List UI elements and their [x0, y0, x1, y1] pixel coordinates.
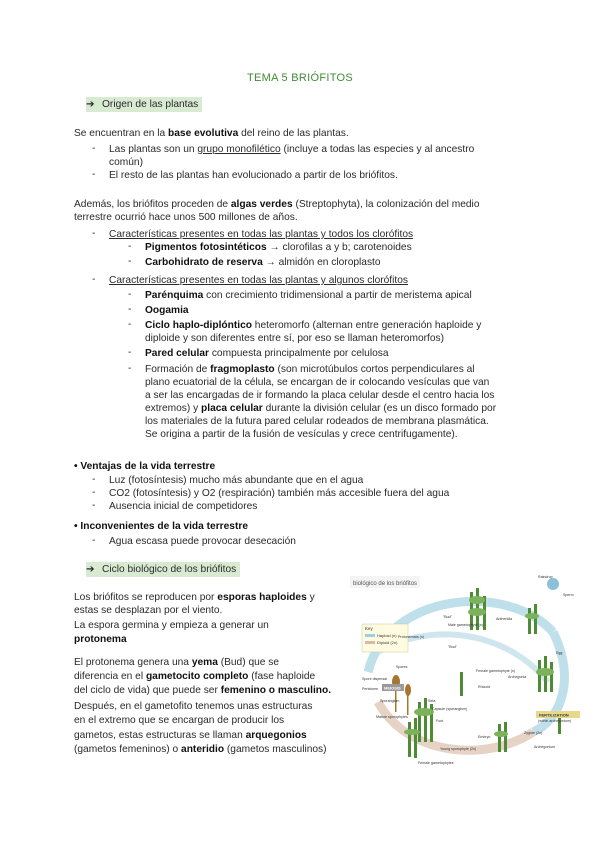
diploid-label: Diploid (2n): [377, 640, 398, 645]
fertilization-label: FERTILIZATION: [539, 712, 569, 718]
list-item: Carbohidrato de reserva → almidón en cloroplasto: [145, 257, 381, 268]
label-spores: Spores: [396, 665, 408, 669]
label-seta: Seta: [428, 699, 436, 703]
dash-bullet: -: [92, 169, 96, 180]
heading-inconvenientes: • Inconvenientes de la vida terrestre: [74, 521, 248, 532]
diagram-title: biológico de los briófitos: [353, 581, 418, 587]
list-item: Pigmentos fotosintéticos → clorofilas a y b; carotenoides: [145, 242, 412, 253]
dash-bullet: -: [92, 535, 96, 546]
list-item-cont: extremos) y placa celular durante la división celular (es un disco formado por: [145, 403, 497, 414]
list-item: El resto de las plantas han evolucionado a partir de los briófitos.: [109, 170, 398, 181]
section-heading-origen: ➔ Origen de las plantas: [86, 97, 202, 112]
label-sporangium: Sporangium: [380, 699, 400, 703]
list-item: Oogamia: [145, 305, 189, 316]
label-bud-2: "Bud": [448, 645, 457, 649]
cycle-text: gametos, estas estructuras se llaman arquegonios: [74, 730, 307, 741]
label-female-gametophyte: Female gametophyte (n): [476, 669, 516, 673]
cycle-text: del ciclo de vida) que puede ser femenino o masculino.: [74, 685, 332, 696]
label-peristome: Peristome: [362, 687, 379, 691]
label-capsule: Capsule (sporangium): [432, 707, 468, 711]
label-female-gametophytes: Female gametophytes: [418, 761, 454, 765]
list-item: Ausencia inicial de competidores: [109, 501, 258, 512]
dash-bullet: -: [128, 289, 132, 300]
list-heading: Características presentes en todas las plantas y algunos clorófitos: [109, 275, 408, 286]
list-heading: Características presentes en todas las plantas y todos los clorófitos: [109, 229, 414, 240]
cycle-text: estas se desplazan por el viento.: [74, 605, 223, 616]
dash-bullet: -: [128, 241, 132, 252]
list-item-cont: los materiales de la futura pared celular rodeados de membrana plasmática.: [145, 416, 489, 427]
list-item: Las plantas son un grupo monofilético (incluye a todas las especies y al ancestro: [109, 144, 475, 155]
dash-bullet: -: [92, 143, 96, 154]
dash-bullet: -: [128, 304, 132, 315]
meiosis-label: MEIOSIS: [384, 685, 401, 691]
dash-bullet: -: [128, 319, 132, 330]
cycle-text: El protonema genera una yema (Bud) que se: [74, 657, 280, 668]
dash-bullet: -: [92, 474, 96, 485]
cycle-text: protonema: [74, 634, 127, 645]
label-sperm: Sperm: [563, 593, 574, 597]
list-item: Ciclo haplo-diplóntico heteromorfo (alternan entre generación haploide y: [145, 320, 482, 331]
dash-bullet: -: [128, 256, 132, 267]
label-male-gametophyte: Male gametophyte (n): [448, 623, 483, 627]
list-item: Agua escasa puede provocar desecación: [109, 536, 296, 547]
list-item: Parénquima con crecimiento tridimensional a partir de meristema apical: [145, 290, 472, 301]
label-foot: Foot: [436, 719, 444, 723]
paragraph: Además, los briófitos proceden de algas verdes (Streptophyta), la colonización del medio: [74, 199, 480, 210]
heading-ventajas: • Ventajas de la vida terrestre: [74, 461, 216, 472]
haploid-label: Haploid (n): [377, 633, 397, 638]
list-item-cont: a ser las encargadas de ir formando la placa celular desde el centro hacia los: [145, 390, 495, 401]
label-young-sporophyte: Young sporophyte (2n): [440, 747, 477, 751]
list-item-cont: diploide y son diferentes entre sí, por eso se llaman heteromorfos): [145, 333, 444, 344]
label-bud: "Bud": [443, 615, 452, 619]
label-protonemata: Protonemata (n): [398, 635, 424, 639]
section-heading-ciclo: ➔ Ciclo biológico de los briófitos: [86, 562, 240, 577]
label-zygote: Zygote (2n): [524, 731, 543, 735]
dash-bullet: -: [92, 487, 96, 498]
cycle-text: Después, en el gametofito tenemos unas estructuras: [74, 701, 313, 712]
dash-bullet: -: [128, 363, 132, 374]
cycle-text: La espora germina y empieza a generar un: [74, 620, 269, 631]
label-rhizoid: Rhizoid: [478, 685, 490, 689]
cycle-text: en el extremo que se encargan de producir los: [74, 715, 285, 726]
list-item-cont: Se origina a partir de la fusión de vesículas y crece centrifugamente).: [145, 429, 458, 440]
list-item: Formación de fragmoplasto (son microtúbulos cortos perpendiculares al: [145, 364, 475, 375]
label-mature-sporophytes: Mature sporophytes: [376, 715, 408, 719]
page-title: TEMA 5 BRIÓFITOS: [246, 72, 354, 84]
list-item-cont: común): [109, 157, 143, 168]
cycle-text: (gametos femeninos) o anteridio (gametos masculinos): [74, 744, 327, 755]
dash-bullet: -: [92, 274, 96, 285]
paragraph: Se encuentran en la base evolutiva del reino de las plantas.: [74, 128, 349, 139]
paragraph-cont: terrestre ocurrió hace unos 500 millones de años.: [74, 212, 298, 223]
list-item: Pared celular compuesta principalmente por celulosa: [145, 348, 389, 359]
diploid-swatch: [365, 641, 375, 644]
label-antheridia: Antheridia: [496, 617, 513, 621]
label-within-archegonium: (within archegonium): [538, 719, 572, 723]
label-archegonium: Archegonium: [534, 745, 556, 749]
cycle-text: diferencia en el gametocito completo (fase haploide: [74, 671, 316, 682]
dash-bullet: -: [92, 500, 96, 511]
label-egg: Egg: [556, 651, 563, 655]
raindrop-icon: [547, 578, 559, 590]
list-item: Luz (fotosíntesis) mucho más abundante que en el agua: [109, 475, 364, 486]
dash-bullet: -: [92, 228, 96, 239]
bryophyte-life-cycle-diagram: [348, 572, 584, 772]
list-item: CO2 (fotosíntesis) y O2 (respiración) también más accesible fuera del agua: [109, 488, 450, 499]
arrow-icon: ➔: [86, 99, 95, 110]
list-item-cont: plano ecuatorial de la célula, se encargan de ir colocando vesículas que van: [145, 377, 490, 388]
label-spore-dispersal: Spore dispersal: [362, 677, 387, 681]
arrow-icon: ➔: [86, 564, 95, 575]
label-raindrop: Raindrop: [538, 575, 553, 579]
cycle-text: Los briófitos se reproducen por esporas haploides y: [74, 592, 315, 603]
haploid-swatch: [365, 634, 375, 637]
label-embryo: Embryo: [478, 735, 491, 739]
dash-bullet: -: [128, 347, 132, 358]
label-archegonia: Archegonia: [508, 675, 527, 679]
key-label: Key: [365, 626, 373, 631]
